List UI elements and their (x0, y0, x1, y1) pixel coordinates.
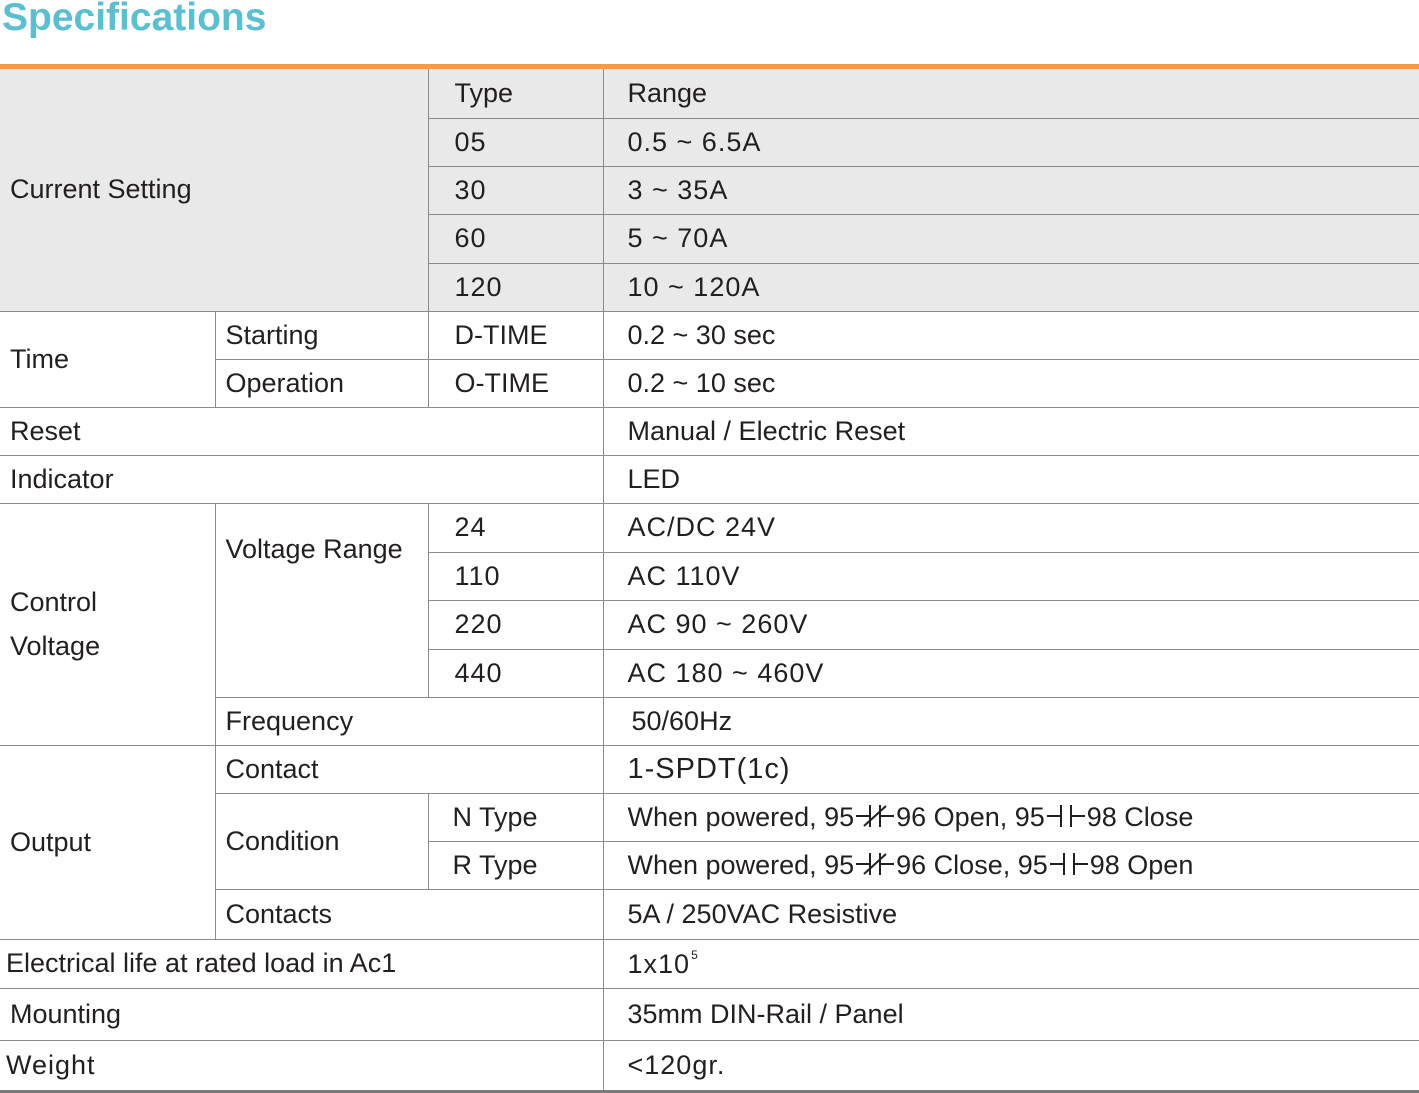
table-row (0, 69, 1419, 118)
range-cell: 0.5 ~ 6.5A (603, 118, 1419, 166)
current-setting-label: Current Setting (0, 69, 428, 311)
voltage-type-cell: 110 (428, 552, 603, 600)
condition-label: Condition (215, 793, 428, 889)
normally-closed-contact-icon (854, 802, 896, 830)
range-cell: 5 ~ 70A (603, 214, 1419, 263)
o-time-range: 0.2 ~ 10 sec (603, 359, 1419, 407)
type-cell: 60 (428, 214, 603, 263)
indicator-value: LED (603, 455, 1419, 503)
voltage-range-cell: AC 90 ~ 260V (603, 600, 1419, 649)
control-voltage-line2: Voltage (10, 631, 101, 661)
output-label: Output (0, 745, 215, 939)
table-row (0, 939, 1419, 988)
table-row (0, 311, 1419, 359)
normally-open-contact-icon (1045, 802, 1087, 830)
operation-label: Operation (215, 359, 428, 407)
table-row (0, 407, 1419, 455)
d-time-type: D-TIME (428, 311, 603, 359)
reset-label: Reset (0, 407, 603, 455)
r-type-prefix: When powered, 95 (627, 849, 855, 880)
n-type-value (603, 793, 1419, 841)
electrical-life-label: Electrical life at rated load in Ac1 (0, 939, 603, 988)
table-row (0, 745, 1419, 793)
weight-value: <120gr. (603, 1040, 1419, 1091)
table-row (0, 455, 1419, 503)
table-row (0, 1040, 1419, 1091)
n-type-mid: 96 Open, 95 (896, 801, 1045, 832)
type-cell: 120 (428, 263, 603, 311)
voltage-type-cell: 220 (428, 600, 603, 649)
contacts-label: Contacts (215, 889, 603, 939)
r-type-suffix: 98 Open (1089, 849, 1194, 880)
mounting-value: 35mm DIN-Rail / Panel (603, 988, 1419, 1040)
specifications-table (0, 69, 1419, 1093)
control-voltage-line1: Control (10, 587, 98, 617)
r-type-mid: 96 Close, 95 (896, 849, 1048, 880)
contact-label: Contact (215, 745, 603, 793)
frequency-value: 50/60Hz (603, 697, 1419, 745)
type-cell: 05 (428, 118, 603, 166)
r-type-label: R Type (428, 841, 603, 889)
page-title: Specifications (2, 0, 267, 39)
reset-value: Manual / Electric Reset (603, 407, 1419, 455)
o-time-type: O-TIME (428, 359, 603, 407)
voltage-type-cell: 440 (428, 649, 603, 697)
electrical-life-base: 1x10 (627, 948, 691, 979)
n-type-suffix: 98 Close (1086, 801, 1194, 832)
d-time-range: 0.2 ~ 30 sec (603, 311, 1419, 359)
range-header: Range (603, 69, 1419, 118)
n-type-prefix: When powered, 95 (627, 801, 855, 832)
range-cell: 10 ~ 120A (603, 263, 1419, 311)
table-row (0, 988, 1419, 1040)
electrical-life-value (603, 939, 1419, 988)
frequency-label: Frequency (215, 697, 603, 745)
voltage-type-cell: 24 (428, 503, 603, 552)
normally-closed-contact-icon (854, 850, 896, 878)
starting-label: Starting (215, 311, 428, 359)
weight-label: Weight (0, 1040, 603, 1091)
r-type-value (603, 841, 1419, 889)
type-cell: 30 (428, 166, 603, 214)
type-header: Type (428, 69, 603, 118)
time-label: Time (0, 311, 215, 407)
mounting-label: Mounting (0, 988, 603, 1040)
n-type-label: N Type (428, 793, 603, 841)
control-voltage-label (0, 503, 215, 745)
voltage-range-cell: AC 180 ~ 460V (603, 649, 1419, 697)
range-cell: 3 ~ 35A (603, 166, 1419, 214)
voltage-range-label: Voltage Range (215, 503, 428, 697)
contacts-value: 5A / 250VAC Resistive (603, 889, 1419, 939)
normally-open-contact-icon (1048, 850, 1090, 878)
electrical-life-exponent: 5 (691, 947, 699, 962)
indicator-label: Indicator (0, 455, 603, 503)
voltage-range-cell: AC 110V (603, 552, 1419, 600)
table-row (0, 503, 1419, 552)
voltage-range-cell: AC/DC 24V (603, 503, 1419, 552)
contact-value: 1-SPDT(1c) (603, 745, 1419, 793)
